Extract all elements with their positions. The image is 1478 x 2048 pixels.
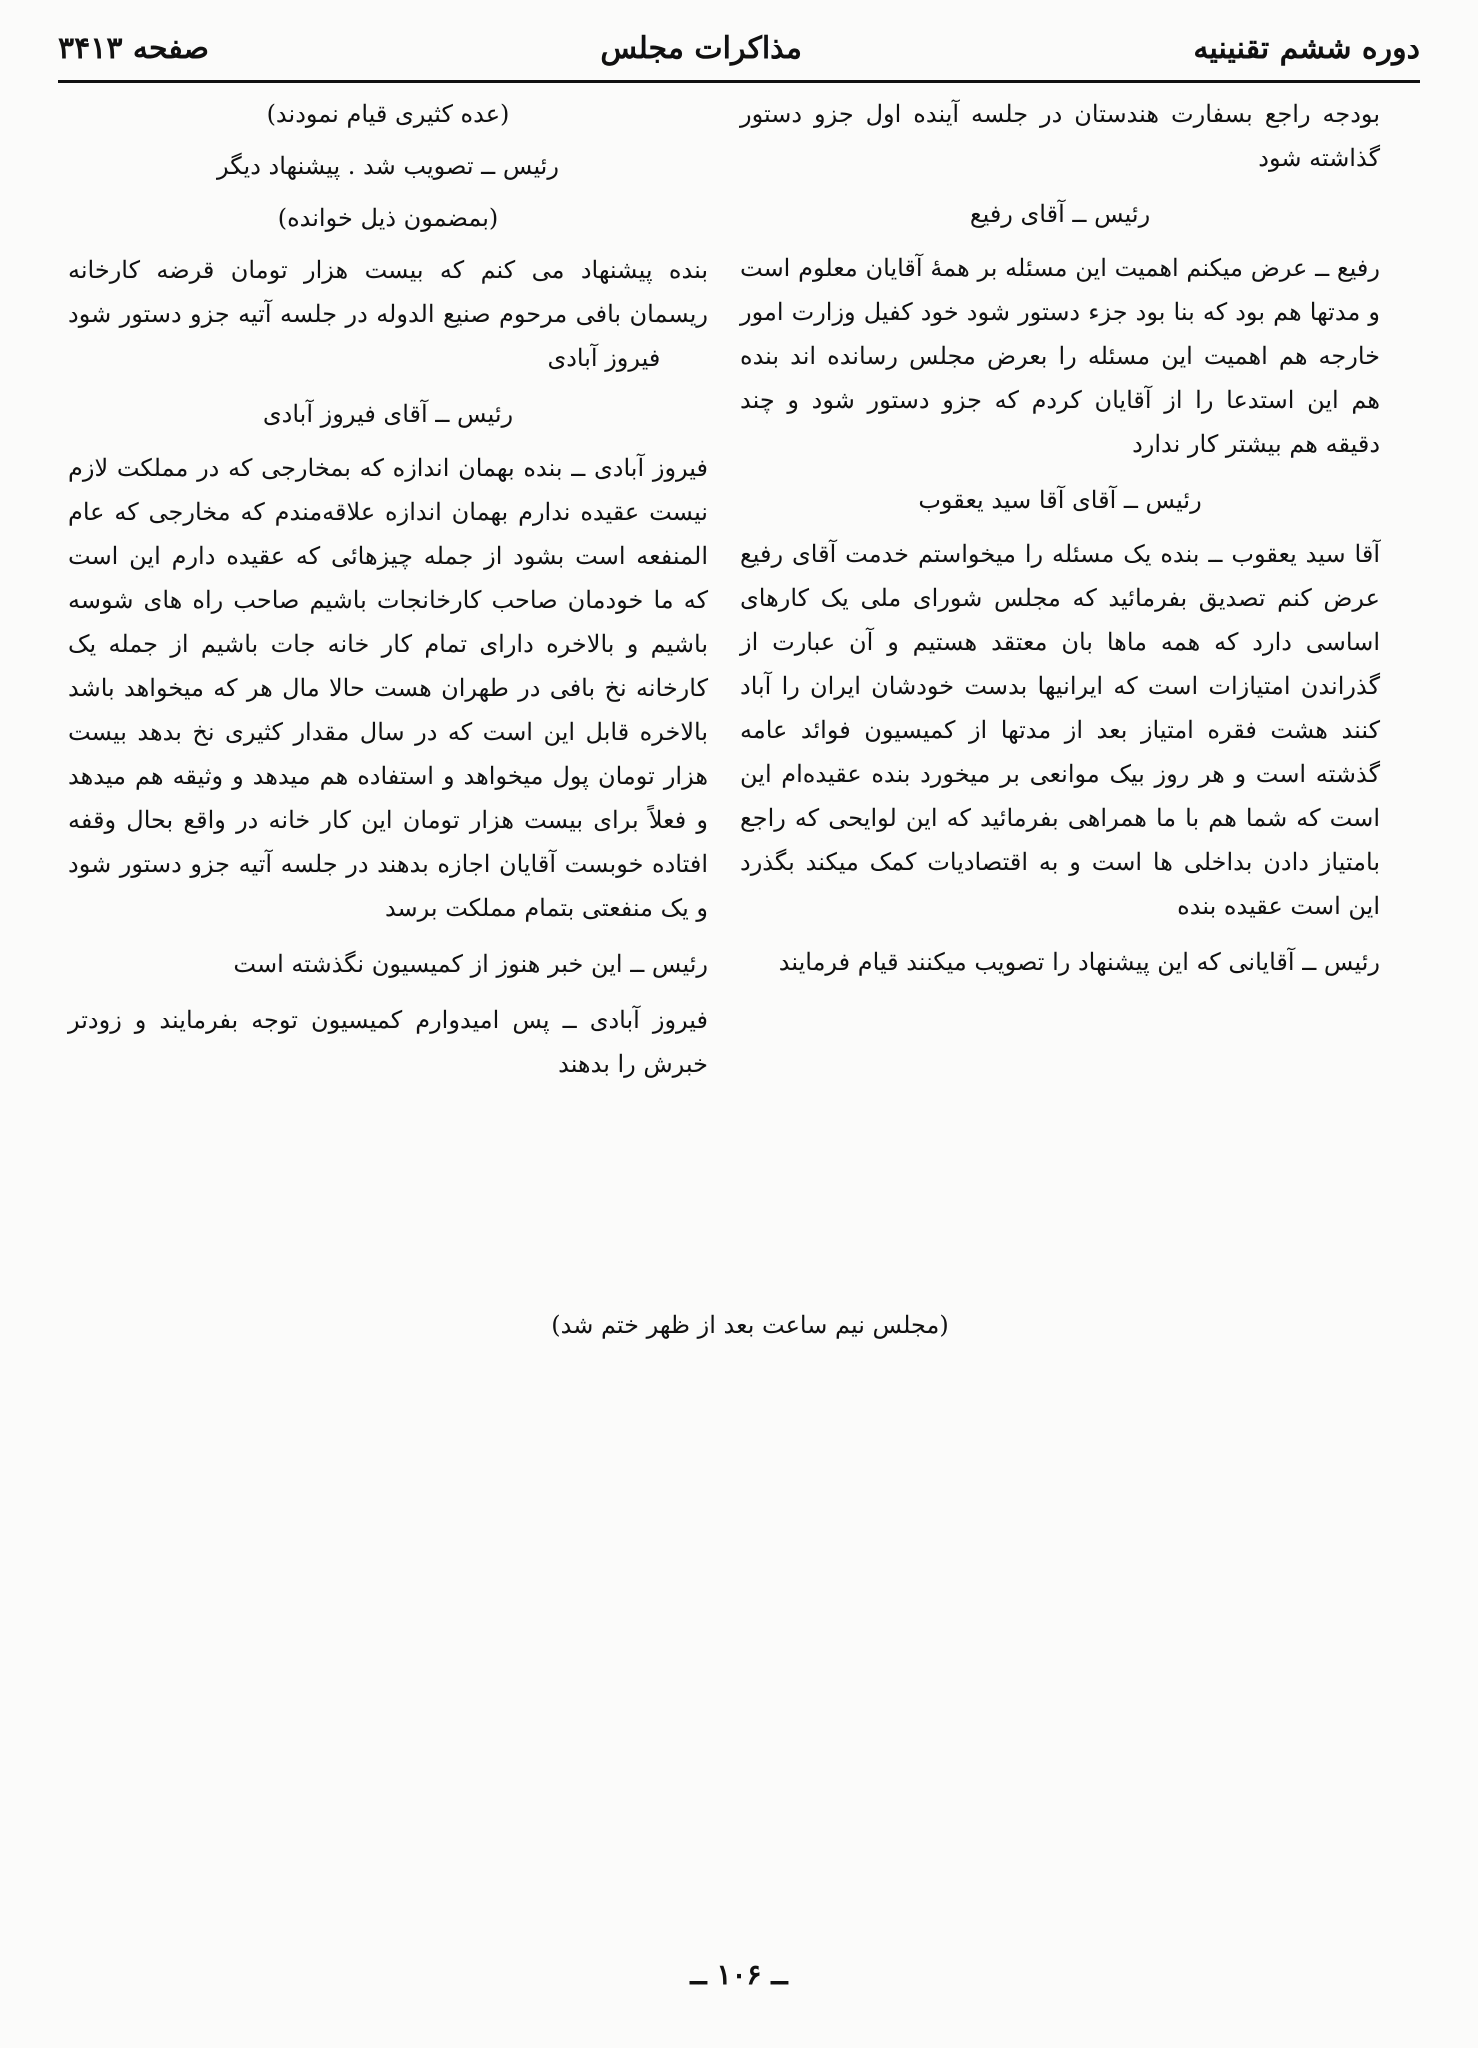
header-rule	[58, 80, 1420, 83]
header-title: مذاکرات مجلس	[600, 30, 802, 66]
chair-approval: رئیس ــ تصویب شد . پیشنهاد دیگر	[217, 152, 559, 180]
header-session: دوره ششم تقنینیه	[1193, 30, 1420, 66]
paragraph-chair-vote-call: رئیس ــ آقایانی که این پیشنهاد را تصویب میکنند قیام فرمایند	[778, 948, 1380, 976]
paragraph-firouzabadi-final: فیروز آبادی ــ پس امیدوارم کمیسیون توجه بفرمایند و زودتر خبرش را بدهند	[68, 1006, 708, 1078]
paragraph-budget-proposal: بودجه راجع بسفارت هندستان در جلسه آینده اول جزو دستور گذاشته شود	[740, 100, 1380, 172]
session-closing-note: (مجلس نیم ساعت بعد از ظهر ختم شد)	[551, 1311, 949, 1339]
chair-calls-yaghoub: رئیس ــ آقای آقا سید یعقوب	[918, 486, 1202, 514]
proposal-body: بنده پیشنهاد می کنم که بیست هزار تومان قرضه کارخانه ریسمان بافی مرحوم صنیع الدوله در جلسه آتیه جزو دستور شود	[68, 256, 708, 328]
paragraph-chair-reply: رئیس ــ این خبر هنوز از کمیسیون نگذشته است	[233, 950, 708, 978]
chair-calls-rafi: رئیس ــ آقای رفیع	[969, 200, 1151, 228]
proposal-signature: فیروز آبادی	[547, 344, 661, 372]
page-header	[58, 18, 1420, 78]
paragraph-firouzabadi-speech: فیروز آبادی ــ بنده بهمان اندازه که بمخارجی که در مملکت لازم نیست عقیده ندارم بهمان اندازه علاقه‌مندم که مخارجی که عام المنفعه است بشود از جمله چیزهائی که عقیده دارم این است که ما خودمان صاحب کارخانجات باشیم صاحب راه های شوسه باشیم و بالاخره دارای تمام کار خانه جات باشیم از جمله یک کارخانه نخ بافی در طهران هست حالا مال هر که میخواهد باشد بالاخره قابل این است که در سال مقدار کثیری نخ بدهد بیست هزار تومان پول میخواهد و استفاده هم میدهد و وثیقه هم میدهد و فعلاً برای بیست هزار تومان این کار خانه در واقع بحال وقفه افتاده خوبست آقایان اجازه بدهند در جلسه آتیه جزو دستور شود و یک منفعتی بتمام مملکت برسد	[68, 454, 709, 922]
header-page-number: صفحه ۳۴۱۳	[58, 30, 210, 66]
paragraph-yaghoub-speech: آقا سید یعقوب ــ بنده یک مسئله را میخواستم خدمت آقای رفیع عرض کنم تصدیق بفرمائید که مجلس شورای ملی یک کارهای اساسی دارد که همه ماها بان معتقد هستیم و آن عبارت از گذراندن امتیازات است که ایرانیها بدست خودشان ایران را آباد کنند هشت فقره امتیاز بعد از مدتها از کمیسیون فوائد عامه گذشته است و هر روز بیک موانعی بر میخورد بنده عقیده‌ام این است که شما هم با ما همراهی بفرمائید که این لوایحی که راجع بامتیاز دادن بداخلی ها است و به اقتصادیات کمک میکند بگذرد این است عقیده بنده	[740, 540, 1380, 920]
right-column	[740, 92, 1380, 996]
standing-note: (عده کثیری قیام نمودند)	[266, 100, 510, 128]
read-note: (بمضمون ذیل خوانده)	[277, 204, 499, 232]
paragraph-rafi-speech: رفیع ــ عرض میکنم اهمیت این مسئله بر همهٔ آقایان معلوم است و مدتها هم بود که بنا بود جزء دستور شود خود کفیل وزارت امور خارجه هم اهمیت این مسئله را بعرض مجلس رسانده اند بنده هم این استدعا را از آقایان کردم که جزو دستور شود و چند دقیقه هم بیشتر کار ندارد	[740, 254, 1380, 458]
proposal-text	[68, 248, 708, 380]
chair-calls-firouzabadi: رئیس ــ آقای فیروز آبادی	[262, 400, 514, 428]
page-number: ــ ۱۰۶ ــ	[690, 1958, 788, 1991]
left-column	[68, 92, 708, 1098]
